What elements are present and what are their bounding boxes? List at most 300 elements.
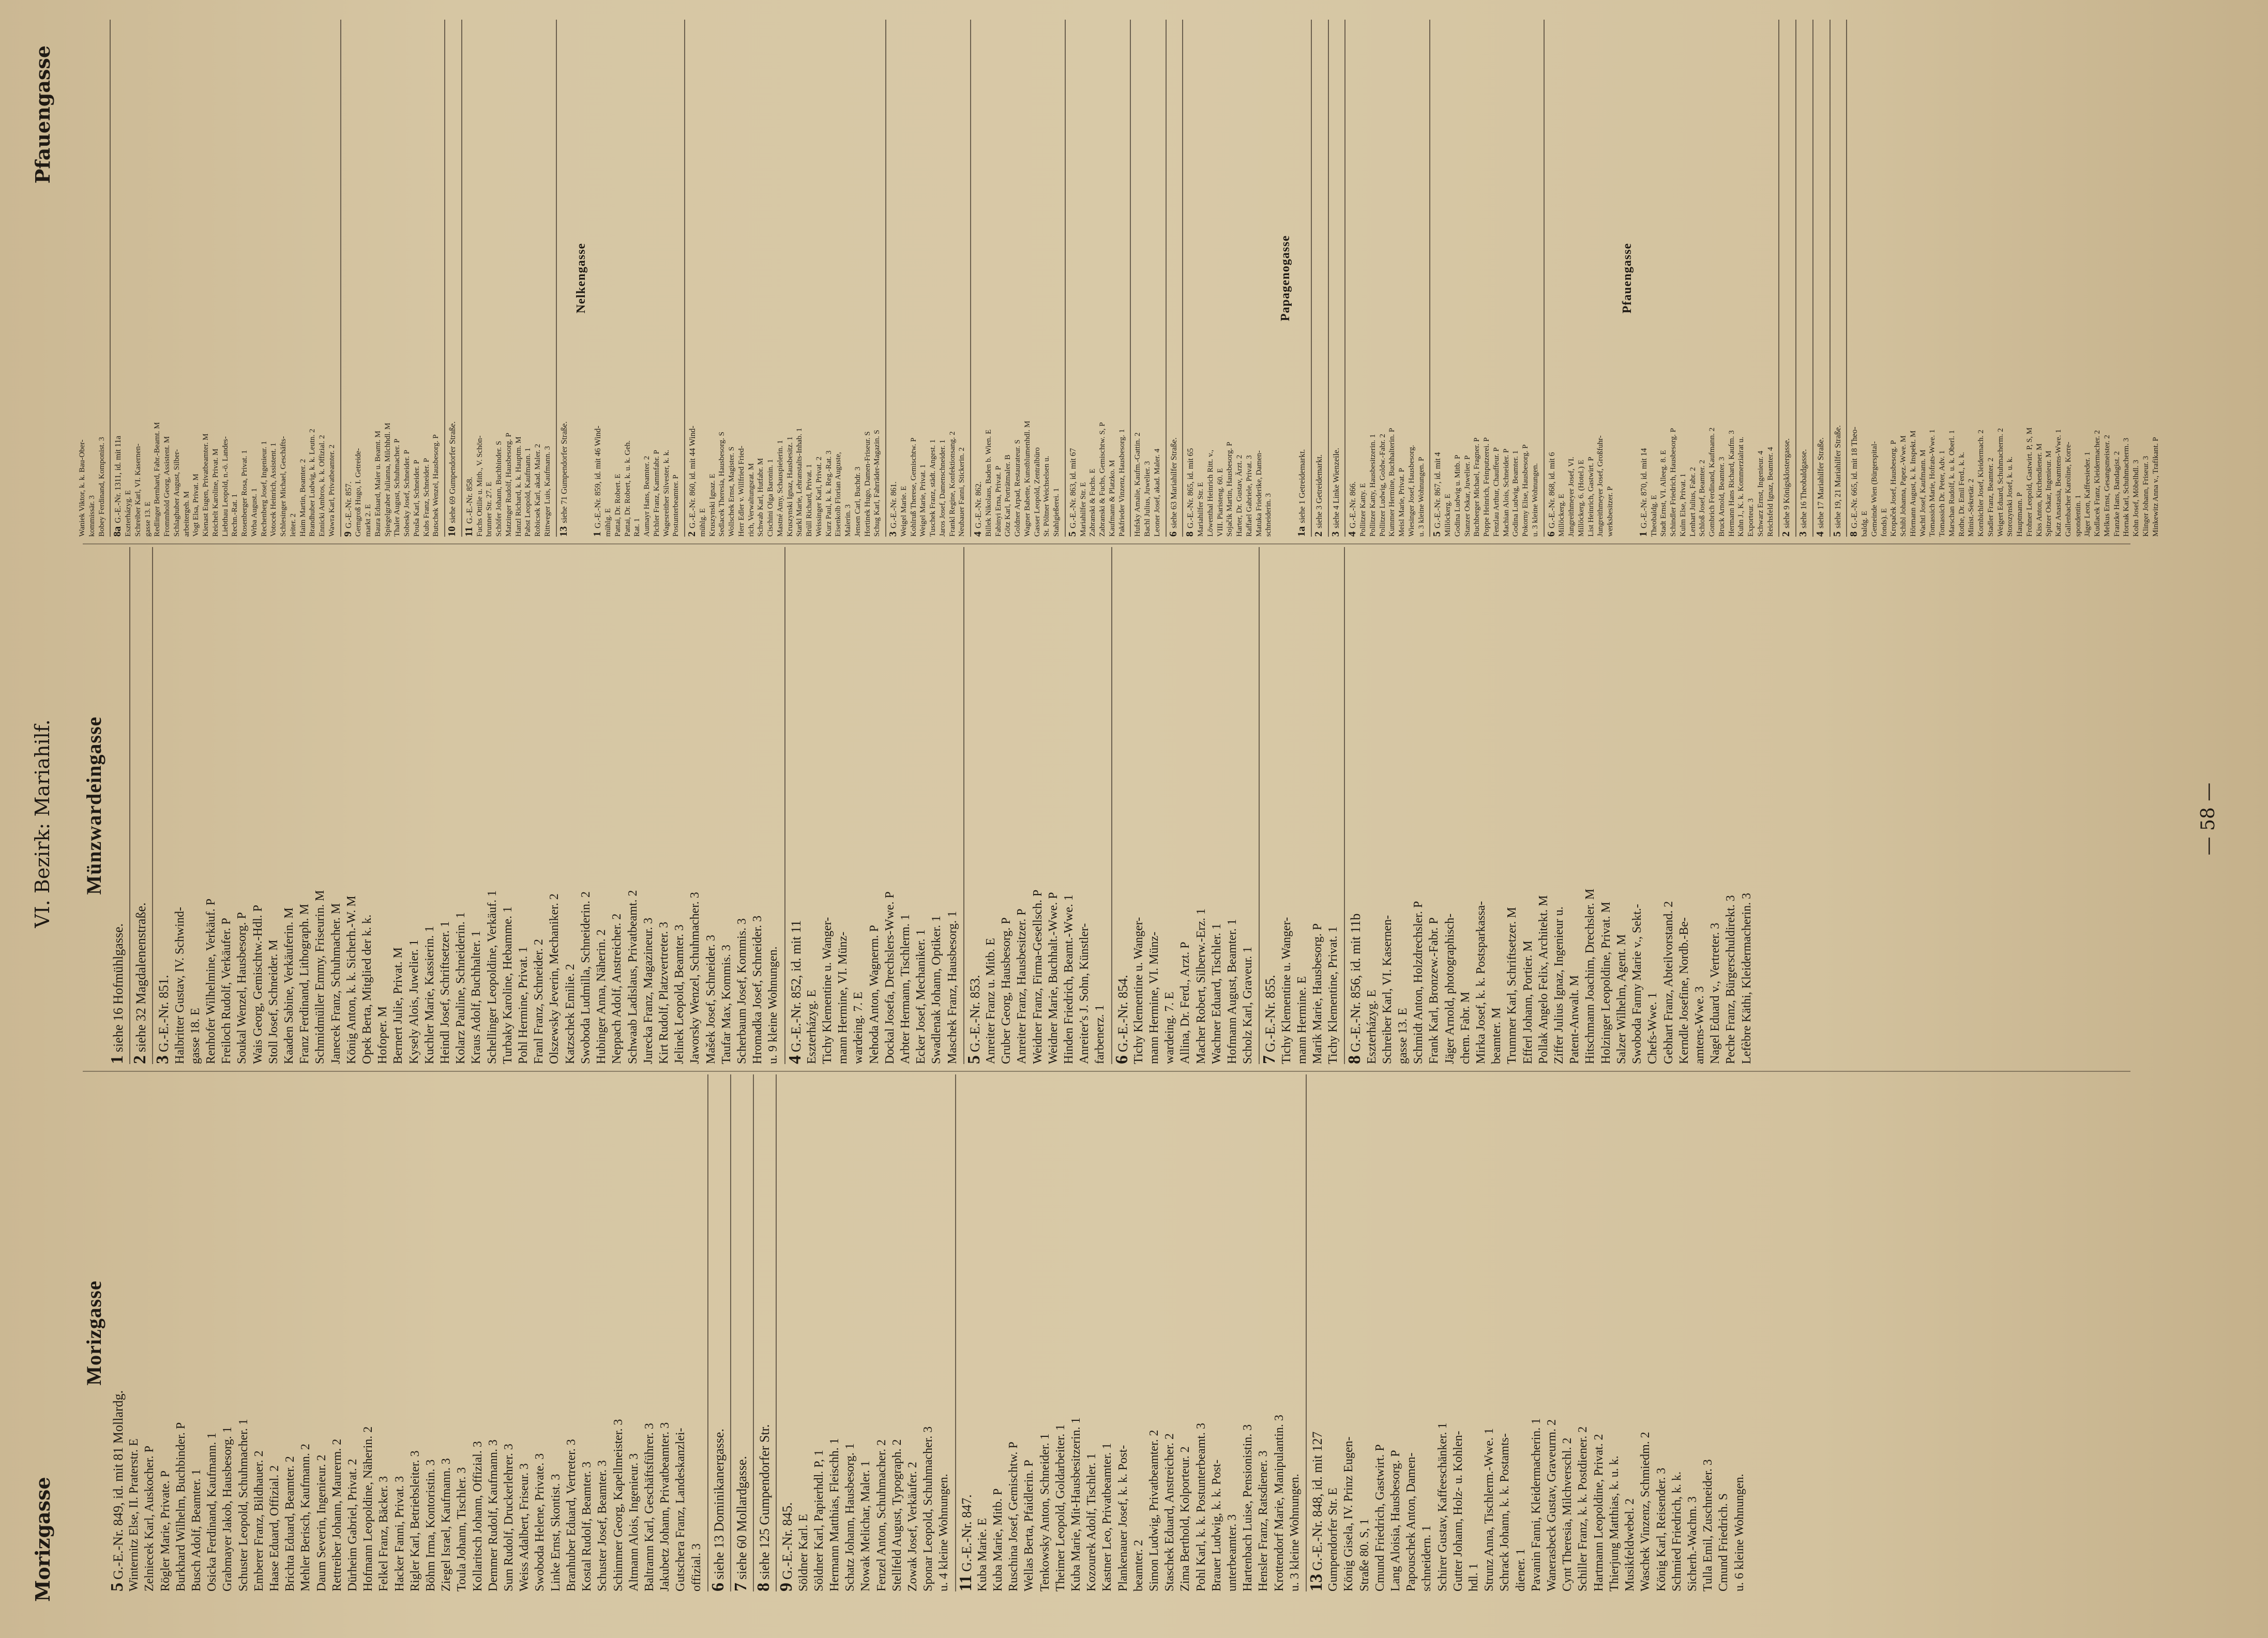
- resident-line: Halbritter Gustav, IV. Schwind-: [173, 907, 187, 1064]
- house-number-text: G.-E.-Nr. 862.: [974, 481, 983, 528]
- resident-line: Schmidt Anton, Holzdrechsler. P: [1412, 901, 1426, 1064]
- resident-line: Brauer Ludwig, k. k. Post-: [1209, 1459, 1223, 1591]
- resident-line: Patent-Anwalt. M: [1568, 975, 1582, 1064]
- resident-line: Pohl Karl, k. k. Postunterbeamt. 3: [1194, 1423, 1208, 1591]
- header-center: VI. Bezirk: Mariahilf.: [31, 719, 54, 928]
- house-number-entry: [1331, 20, 1342, 537]
- resident-line: Kolarz Pauline, Schneiderin. 1: [454, 912, 468, 1064]
- house-number-text: G.-E.-Nr. 859, id. mit 46 Wind-: [594, 426, 603, 528]
- resident-line: Brichta Eduard, Beamter. 2: [283, 1456, 297, 1591]
- resident-line: Hensler Franz, Ratsdiener. 3: [1257, 1450, 1271, 1591]
- house-number-entry: [1849, 20, 1860, 537]
- resident-line: Tichy Klementine u. Wanger-: [1131, 917, 1145, 1064]
- resident-line: Eszterházyg. E: [1365, 990, 1379, 1064]
- house-number-entry: [1297, 20, 1308, 537]
- resident-line: Robicsek Karl, akad. Maler. 2: [534, 444, 542, 537]
- resident-line: mann Hermine, VI. Münz-: [1147, 931, 1161, 1064]
- entry-divider: [1130, 20, 1131, 537]
- resident-line: kommissär. 3: [87, 495, 96, 537]
- entry-divider: [1544, 20, 1545, 537]
- resident-line: Hofmann August, Beamter. 1: [1226, 919, 1239, 1064]
- resident-line: Altmann Alois, Ingenieur. 3: [627, 1453, 641, 1591]
- column-1: [78, 1074, 2177, 1591]
- resident-line: Fuchs Ottilie u. Mitb., V. Schön-: [475, 435, 484, 537]
- house-number-text: siehe 4 Linke Wienzeile.: [1332, 448, 1341, 528]
- resident-line: diener. 1: [1514, 1549, 1528, 1591]
- resident-line: Sobesky Josef, Schneider. P: [403, 450, 411, 537]
- house-number-text: G.-E.-Nr. 848, id. mit 127: [1310, 1431, 1325, 1571]
- resident-line: Starkl Marie, Lehranstalts-Inhab. 1: [795, 428, 804, 537]
- house-number: 5: [1066, 531, 1078, 537]
- resident-line: gasse 13. E: [143, 502, 152, 537]
- house-number-text: siehe 60 Mollardgasse.: [734, 1455, 749, 1580]
- resident-line: Pattai, Dr. Robert, k. u. k. Geh.: [623, 440, 632, 537]
- house-number-text: G.-E.-Nr. 868, id. mit 6: [1547, 452, 1556, 528]
- resident-line: Matzinger Rudolf, Hausbesorg. P: [504, 433, 513, 537]
- resident-line: Stellfeld August, Typograph. 2: [890, 1439, 904, 1591]
- resident-line: Kysely Alois, Juwelier. 1: [407, 939, 421, 1064]
- resident-line: Strunz Anna, Tischlerm.-Wwe. 1: [1483, 1428, 1496, 1591]
- column-divider: [83, 543, 2130, 544]
- resident-line: Mehler Berisch, Kaufmann. 2: [299, 1444, 313, 1591]
- resident-line: beamter. M: [1490, 1007, 1504, 1064]
- resident-line: Ennicki Ambros, k. k. Offizial. 2: [318, 435, 326, 537]
- house-number: 4: [1814, 531, 1826, 537]
- house-number-entry: [1169, 20, 1180, 537]
- resident-line: Tuschek Franz, städt. Angest. 1: [929, 439, 937, 537]
- entry-divider: [784, 547, 785, 1064]
- resident-line: Marik Marie, Hausbesorg. P: [1311, 923, 1325, 1064]
- resident-line: Bruck Arnold, Beamter. 3: [1717, 457, 1726, 537]
- house-number: 8: [1184, 531, 1196, 537]
- resident-line: Neubauer Fanni, Stickerin. 2: [958, 447, 966, 537]
- house-number: 2: [1780, 531, 1792, 537]
- resident-line: u. 4 kleine Wohnungen.: [937, 1474, 951, 1591]
- resident-line: Schwaab Ladislaus, Privatbeamt. 2: [626, 890, 640, 1064]
- resident-line: Swoboda Helene, Private. 3: [533, 1453, 547, 1591]
- resident-line: Wagesreither Silvester, k. k.: [662, 449, 671, 537]
- resident-line: Mastné Amy, Schauspielerin. 1: [776, 440, 784, 537]
- house-number-entry: [447, 20, 458, 537]
- resident-line: St. Pöltner Weichselsen u.: [1042, 456, 1051, 537]
- resident-line: Kozourek Adolf, Tischler. 1: [1085, 1453, 1099, 1591]
- resident-line: Scholz Karl, Graveur. 1: [1241, 946, 1255, 1064]
- resident-line: Rigler Karl, Betriebsleiter. 3: [408, 1450, 422, 1591]
- resident-line: Hofoper. M: [376, 1006, 390, 1064]
- resident-line: Kastner Leo, Privatbeamter. 1: [1100, 1443, 1114, 1591]
- resident-line: Hubinger Anna, Näherin. 2: [595, 929, 609, 1064]
- resident-line: Dürheim Gabriel, Privat. 2: [346, 1459, 360, 1591]
- resident-line: Schöfer Johann, Buchbinder. S: [495, 441, 503, 537]
- house-number-entry: [1432, 20, 1443, 537]
- resident-line: Kruszynski Ignaz. E: [708, 473, 717, 537]
- resident-line: Busch Adolf, Beamter. 1: [190, 1469, 204, 1591]
- resident-line: Liebthau Leopold, n.-ö. Landes-: [221, 436, 230, 537]
- column-3: [78, 20, 2177, 537]
- house-number: 2: [130, 1055, 150, 1064]
- resident-line: Kuba Marie, Mitb. P: [991, 1488, 1005, 1591]
- house-number-text: siehe 71 Gumpendorfer Straße.: [560, 421, 569, 523]
- house-number: 5: [1831, 531, 1843, 537]
- house-number-text: G.-E.-Nr. 847.: [959, 1494, 974, 1572]
- resident-line: Rat. 1: [633, 518, 642, 537]
- resident-line: Machian Alois, Schneider. P: [1502, 448, 1510, 537]
- house-number: 3: [153, 1055, 173, 1064]
- resident-line: Holzinger Leopoldine, Privat. M: [1599, 902, 1613, 1064]
- resident-line: Pollitzer Katty. E: [1359, 483, 1367, 537]
- resident-line: Reichsfeld Ignaz, Beamter. 4: [1766, 447, 1775, 537]
- resident-line: Gerngroß Hugo, I. Getreide-: [354, 448, 363, 537]
- resident-line: Hermann Matthias, Fleischh. 1: [827, 1438, 841, 1591]
- resident-line: hdl. 1: [1467, 1563, 1481, 1591]
- resident-line: Haim Martin, Beamter. 2: [298, 459, 307, 537]
- resident-line: Kurz Paul, k. k. Reg.-Rat. 3: [824, 450, 833, 537]
- house-number-text: siehe 19, 21 Mariahilfer Straße.: [1833, 425, 1842, 528]
- resident-line: Kohlruß Therese, Gemischtw. P: [909, 437, 918, 537]
- resident-line: offizial. 3: [689, 1543, 703, 1591]
- resident-line: Herr Edler v. Willfried Fried-: [737, 445, 746, 537]
- resident-line: Stoll Josef, Schneider. M: [266, 939, 280, 1064]
- resident-line: Pakfrieder Vinzenz, Hausbesorg. 1: [1117, 429, 1126, 537]
- resident-line: Aumayr Hans, Beamter. 2: [643, 456, 651, 537]
- resident-line: Götz Karl, Porträtmaler. B: [1004, 454, 1012, 537]
- resident-line: Tomassich Dr. Peter, Adv. 1: [1938, 450, 1946, 537]
- house-number-text: G.-E.-Nr. 870, id. mit 14: [1639, 448, 1649, 528]
- resident-line: Nowak Melichar, Maler. 1: [859, 1461, 873, 1591]
- resident-line: u. 3 kleine Wohnungen. P: [1417, 457, 1426, 537]
- house-number: 8a: [112, 526, 124, 537]
- resident-line: Schindler Friedrich, Hausbesorg. P: [1669, 428, 1677, 537]
- house-number-entry: [132, 547, 149, 1064]
- house-number-text: G.-E.-Nr. 866.: [1349, 481, 1358, 528]
- resident-line: Gutschera Franz, Landeskanzlei-: [674, 1428, 688, 1591]
- resident-line: Spiegelgraber Julianna, Milchhdl. M: [383, 422, 392, 537]
- resident-line: Votocek Heinrich, Assistent. 1: [269, 443, 278, 537]
- resident-line: Mariahilfer Str. E: [1079, 482, 1087, 537]
- resident-line: Wagner Babette, Kunstblumenhdl. M: [1023, 420, 1032, 537]
- resident-line: Swoboda Fanny Marie v., Sekt.-: [1630, 904, 1644, 1064]
- resident-line: Leoner Josef, akad. Maler. 4: [1153, 448, 1161, 537]
- entry-divider: [556, 20, 557, 537]
- resident-line: Sojačik Martin, Hausbesorg. P: [1226, 442, 1234, 537]
- house-number-text: G.-E.-Nr. 858.: [465, 477, 474, 524]
- house-number: 3: [887, 531, 899, 537]
- resident-line: Fenzel Anton, Schuhmacher. 2: [874, 1439, 888, 1591]
- resident-line: Kubs Franz, Schneider. P: [422, 458, 431, 537]
- resident-line: wardeing. 7. E: [852, 992, 866, 1064]
- resident-line: Anreiter's J. Sohn, Künstler-: [1078, 923, 1092, 1064]
- resident-line: Stahlgießerei. 1: [1052, 488, 1061, 537]
- resident-line: Kerndle Josefine, Nordb.-Be-: [1677, 917, 1691, 1064]
- resident-line: König Anton, k. k. Sicherh.-W. M: [344, 896, 358, 1064]
- resident-line: Pokorny Elise, Hausbesorg. P: [1521, 444, 1530, 537]
- resident-line: Wawra Karl, Privatbeamter. 2: [327, 444, 336, 537]
- resident-line: Weigert Eduard, Schuhmacherm. 2: [1996, 428, 2005, 537]
- resident-line: Weidner Franz, Firma-Gesellsch. P: [1031, 889, 1045, 1064]
- resident-line: Plankenauer Josef, k. k. Post-: [1116, 1445, 1130, 1591]
- resident-line: Rosenberger Rosa, Privat. 1: [240, 450, 249, 537]
- resident-line: Stadt Ernst, VI. Alleeg. 8. E: [1659, 450, 1668, 537]
- resident-line: Melkus Ernst, Gesangsmeister. 2: [2103, 434, 2111, 537]
- house-number: 6: [1545, 531, 1557, 537]
- resident-line: Butschek Wenzel, Hausbesorg. P: [432, 434, 441, 537]
- resident-line: Böhm Irma, Kontoristin. 3: [424, 1459, 438, 1591]
- resident-line: Anreiter Franz u. Mitb. E: [984, 938, 997, 1064]
- house-number-entry: [1833, 20, 1843, 537]
- resident-line: Lenhart Julius, Fabr. 2: [1688, 467, 1697, 537]
- entry-divider: [461, 20, 462, 537]
- resident-line: König Gisela, IV. Prinz Eugen-: [1342, 1436, 1356, 1591]
- resident-line: Gallenbacher Karoline, Korre-: [2064, 442, 2073, 537]
- resident-line: Felkel Franz, Bäcker. 3: [377, 1476, 391, 1591]
- resident-line: Schirer Gustav, Kaffeeschänker. 1: [1435, 1422, 1449, 1591]
- resident-line: Eszterházyg. E: [124, 490, 132, 537]
- entry-divider: [1311, 20, 1312, 537]
- resident-line: Osicka Ferdinand, Kaufmann. 1: [205, 1432, 219, 1591]
- resident-line: wardeing. 7. E: [1163, 992, 1177, 1064]
- resident-line: Frohner Leopold, Gastwirt. P, S, M: [2025, 427, 2034, 537]
- resident-line: Hanzl Richard, k. k. Hauptm. M: [514, 436, 523, 537]
- resident-line: Arbter Hermann, Tischlerm. 1: [898, 914, 912, 1064]
- resident-line: Nehoda Anton, Wagnerm. P: [867, 925, 881, 1064]
- resident-line: Rettreiber Johann, Maurerm. 2: [330, 1438, 344, 1591]
- house-number: 4: [1347, 531, 1358, 537]
- resident-line: König Karl, Reisender. 3: [1654, 1467, 1668, 1591]
- resident-line: Millöckerg. E: [1444, 493, 1452, 537]
- resident-line: Burkhard Wilhelm, Buchbinder. P: [174, 1422, 188, 1591]
- resident-line: Marschan Rudolf, k. u. k. Oberl. 1: [1947, 430, 1956, 537]
- resident-line: Kaaden Sabine, Verkäuferin. M: [282, 907, 296, 1064]
- resident-line: Schmied Friedrich, k. k.: [1670, 1472, 1684, 1591]
- resident-line: Schiller Franz, k. k. Postdiener. 2: [1576, 1426, 1590, 1591]
- house-number-text: siehe 1 Getreidemarkt.: [1298, 449, 1307, 523]
- house-number: 11: [463, 526, 475, 537]
- resident-line: Baltramn Karl, Geschäftsführer. 3: [642, 1423, 656, 1591]
- resident-line: Kienast Eugen, Privatbeamter. M: [202, 433, 210, 537]
- resident-line: brunner Str. 27. E: [485, 481, 494, 537]
- entry-divider: [1328, 20, 1329, 537]
- house-number: 2: [686, 531, 698, 537]
- resident-line: Vogt Elsa, Privat. M: [192, 474, 201, 537]
- resident-line: Frank Karl, Bronzew.-Fabr. P: [1427, 917, 1441, 1064]
- resident-line: Chefs-Wwe. 1: [1646, 992, 1660, 1064]
- house-number-entry: [1068, 20, 1079, 537]
- resident-line: Renhofer Wilhelmine, Verkäuf. P: [204, 898, 218, 1064]
- resident-line: Wiesinger Josef, Hausbesorg.: [1407, 445, 1416, 537]
- resident-line: Eisenkolb Florian Auguste,: [834, 452, 843, 537]
- house-number-entry: [1309, 1074, 1325, 1591]
- resident-line: Cischini Olga Baronin. 1: [766, 459, 775, 537]
- resident-line: Weissinger Karl, Privat. 2: [814, 456, 823, 537]
- house-number: 8: [754, 1583, 774, 1591]
- resident-line: Toula Johann, Tischler. 3: [455, 1467, 469, 1591]
- house-number-text: G.-E.-Nr. 860, id. mit 44 Wind-: [688, 426, 697, 528]
- house-number-entry: [110, 547, 126, 1064]
- house-number-entry: [1639, 20, 1650, 537]
- resident-line: gasse 18. E: [188, 1008, 202, 1064]
- house-number: 7: [731, 1583, 750, 1591]
- house-number-entry: [1816, 20, 1826, 537]
- resident-line: Efferl Johann, Portier. M: [1521, 941, 1535, 1064]
- resident-line: Reichelt Karoline, Privat. M: [211, 448, 220, 537]
- resident-line: Buchberger Michael, Fragner. P: [1473, 437, 1481, 537]
- house-number-text: G.-E.-Nr. 665, id. mit 18 Theo-: [1850, 427, 1859, 528]
- house-number: 8: [1848, 531, 1860, 537]
- resident-line: Schloß Josef, Beamter. 2: [1698, 460, 1707, 537]
- resident-line: Schreiber Karl, VI. Kasernen-: [133, 443, 142, 537]
- house-number: 11: [956, 1574, 975, 1591]
- house-number-entry: [155, 547, 172, 1064]
- resident-line: Schreiber Karl, VI. Kasernen-: [1380, 915, 1394, 1064]
- resident-line: Neppach Adolf, Anstreicher. 2: [610, 913, 624, 1064]
- resident-line: Hornak Karl, Schuhmacherm. 3: [2122, 437, 2131, 537]
- resident-line: Pollak Angelo Felix, Architekt. M: [1536, 895, 1550, 1064]
- resident-line: werksbesitzer. P: [1606, 486, 1614, 537]
- resident-line: Waschek Vinzenz, Schmiedm. 2: [1639, 1432, 1653, 1591]
- resident-line: markt 2. E: [364, 504, 372, 537]
- resident-line: Hofmann Leopoldine, Näherin. 2: [361, 1426, 375, 1591]
- house-number-entry: [113, 20, 124, 537]
- resident-line: Spitzer Oskar, Ingenieur. M: [2045, 450, 2053, 537]
- resident-line: Freiloch Rudolf, Verkäufer. P: [220, 918, 234, 1064]
- resident-line: Schuster Josef, Beamter. 3: [596, 1460, 610, 1591]
- resident-line: Swoboda Ludmilla, Schneiderin. 2: [579, 891, 593, 1064]
- resident-line: u. 6 kleine Wohnungen.: [1732, 1474, 1746, 1591]
- header-left: Morizgasse: [31, 1477, 54, 1602]
- street-title: Morizgasse: [82, 1280, 105, 1386]
- resident-line: Jäger Arnold, photographisch-: [1443, 913, 1457, 1064]
- resident-line: Pavanin Fanni, Kleidermacherin. 1: [1529, 1418, 1543, 1591]
- resident-line: Rechenberg Josef, Ingenieur. 1: [260, 441, 268, 537]
- resident-line: Goldner Arpad, Restaurateur. S: [1014, 439, 1022, 537]
- resident-line: Tichy Klementine, Privat. 1: [1326, 926, 1340, 1064]
- resident-line: Haase Eduard, Offizial. 2: [268, 1465, 282, 1591]
- resident-line: Klinger Johann, Friseur. 3: [2141, 456, 2150, 537]
- resident-line: Opek Berta, Mitglied der k. k.: [360, 914, 374, 1064]
- entry-divider: [340, 20, 341, 537]
- entry-divider: [753, 1074, 754, 1591]
- resident-line: Kohn Josef, Möbelhdl. 3: [2132, 460, 2140, 537]
- resident-line: Sicherh.-Wachm. 3: [1685, 1496, 1699, 1591]
- resident-line: Cmund Friedrich. S: [1717, 1493, 1731, 1591]
- resident-line: Millöckerg. 6. (Hotel.) E: [1577, 460, 1585, 537]
- resident-line: Pollitzer Ludwig, Goldw.-Fabr. 2: [1378, 433, 1387, 537]
- resident-line: Hörmann August, k. k. Inspekt. M: [1909, 430, 1917, 537]
- house-number-entry: [1348, 20, 1358, 537]
- resident-line: Jungreithmeyer Josef, VI.: [1567, 457, 1576, 537]
- house-number-text: G.-E.-Nr. 854.: [1115, 975, 1130, 1052]
- resident-line: Tenkowsky Anton, Schneider. 1: [1038, 1433, 1052, 1591]
- entry-divider: [152, 547, 153, 1064]
- house-number-entry: [343, 20, 354, 537]
- resident-line: Tichy Klementine u. Wanger-: [1279, 917, 1293, 1064]
- resident-line: Wais Georg, Gemischtw.-Hdl. P: [251, 904, 265, 1064]
- resident-line: Thierjung Matthias, k. u. k.: [1607, 1455, 1621, 1591]
- resident-line: Godina Ludwig, Beamter. 1: [1511, 450, 1520, 537]
- house-number-entry: [785, 547, 805, 1064]
- resident-line: Zowak Josef, Verkäufer. 2: [905, 1462, 919, 1591]
- house-number: 4: [785, 1055, 805, 1064]
- resident-line: Wachtl Josef, Kaufmann. M: [1918, 449, 1927, 537]
- resident-line: Trummer Karl, Schriftsetzer. M: [1505, 907, 1519, 1064]
- resident-line: Gutter Johann, Holz- u. Kohlen-: [1451, 1431, 1465, 1591]
- house-number-entry: [1798, 20, 1809, 537]
- resident-line: Jakubetz Johann, Privatbeamter. 3: [658, 1422, 672, 1591]
- resident-line: Soukal Wenzel, Hausbesorg. P: [235, 912, 249, 1064]
- resident-line: Schug Karl, Fahrräder-Magazin. S: [873, 430, 882, 537]
- house-number-entry: [593, 20, 603, 537]
- resident-line: Cynt Theresia, Milchverschl. 2: [1561, 1437, 1575, 1591]
- house-number-entry: [756, 1074, 773, 1591]
- resident-line: Gebhart Franz, Abteilvorstand. 2: [1661, 901, 1675, 1064]
- house-number-text: G.-E.-Nr. 861.: [889, 481, 898, 528]
- resident-line: Kornbichler Josef, Kleidermach. 2: [1977, 429, 1985, 537]
- house-number: 6: [1112, 1055, 1131, 1064]
- entry-divider: [970, 20, 971, 537]
- resident-line: Straße 80. S, 1: [1357, 1519, 1371, 1591]
- resident-line: Tulla Emil, Zuschneider. 3: [1701, 1459, 1715, 1591]
- resident-line: Jungreithmeyer Josef, Großfuhr-: [1596, 435, 1605, 537]
- resident-line: Thaler August, Schuhmacher. P: [393, 438, 402, 537]
- resident-line: u. 3 kleine Wohnungen.: [1531, 463, 1539, 537]
- house-number-text: siehe 63 Mariahilfer Straße.: [1169, 437, 1178, 528]
- house-number: 8: [1345, 1055, 1365, 1064]
- house-number-entry: [464, 20, 475, 537]
- resident-line: Hartmann Leopoldine, Privat. 2: [1592, 1434, 1606, 1591]
- house-number-entry: [733, 1074, 750, 1591]
- house-number-entry: [958, 1074, 975, 1591]
- resident-line: Zelniecek Karl, Auskocher. P: [143, 1446, 157, 1591]
- house-number-text: G.-E.-Nr. 863, id. mit 67: [1068, 448, 1078, 528]
- resident-line: rich, Verwaltungsrat. M: [747, 463, 755, 537]
- house-number-entry: [1547, 20, 1558, 537]
- resident-line: Söldner Karl, Papierhdl. P, 1: [812, 1450, 826, 1591]
- page-number: — 58 —: [2198, 782, 2219, 856]
- resident-line: Weigel Marie. E: [899, 486, 908, 537]
- resident-line: mann Hermine, VI. Münz-: [836, 931, 850, 1064]
- house-number-text: siehe 9 Königsklostergasse.: [1782, 438, 1792, 528]
- house-number-text: G.-E.-Nr. 852, id. mit 11: [788, 920, 804, 1052]
- resident-line: Rittweger Luis, Kaufmann. 3: [543, 446, 552, 537]
- resident-line: Hromadka Josef, Schneider. 3: [751, 915, 765, 1064]
- resident-line: Musikfeldwebel. 2: [1623, 1498, 1637, 1591]
- resident-line: Taufar Max, Kommis. 3: [719, 945, 733, 1064]
- resident-line: Weigel Marie, Privat. 1: [919, 464, 928, 537]
- house-number: 2: [1312, 531, 1324, 537]
- house-number-text: siehe 3 Getreidemarkt.: [1314, 454, 1324, 528]
- entry-divider: [885, 20, 886, 537]
- house-number: 1: [1637, 531, 1649, 537]
- resident-line: baldg. E: [1861, 511, 1869, 537]
- resident-line: Harter, Dr. Gustav, Ärzt. 2: [1235, 454, 1244, 537]
- house-number: 1: [592, 531, 603, 537]
- resident-line: Rögler Marie, Private. P: [158, 1470, 172, 1591]
- resident-line: Zabranski & Fuchs. E: [1088, 468, 1097, 537]
- resident-line: Poppe Heinrich, Feinputzerei. P: [1483, 437, 1491, 537]
- house-number-entry: [710, 1074, 727, 1591]
- street-title: Pfauengasse: [1620, 242, 1634, 314]
- resident-line: Schellinger Leopoldine, Verkäuf. 1: [485, 890, 499, 1064]
- resident-line: Jensen Carl, Buchdr. 3: [853, 466, 862, 537]
- resident-line: mühlg. E: [604, 508, 612, 537]
- entry-divider: [1065, 20, 1066, 537]
- house-number-text: siehe 16 Hofmühlgasse.: [111, 923, 126, 1052]
- resident-line: Winternitz Else, II. Praterstr. E: [127, 1438, 141, 1591]
- resident-line: Simon Ludwig, Privatbeamter. 2: [1147, 1430, 1161, 1591]
- resident-line: Bobey Ferdinand, Komponist. 3: [97, 437, 106, 537]
- house-number: 9: [342, 531, 354, 537]
- entry-divider: [730, 1074, 731, 1591]
